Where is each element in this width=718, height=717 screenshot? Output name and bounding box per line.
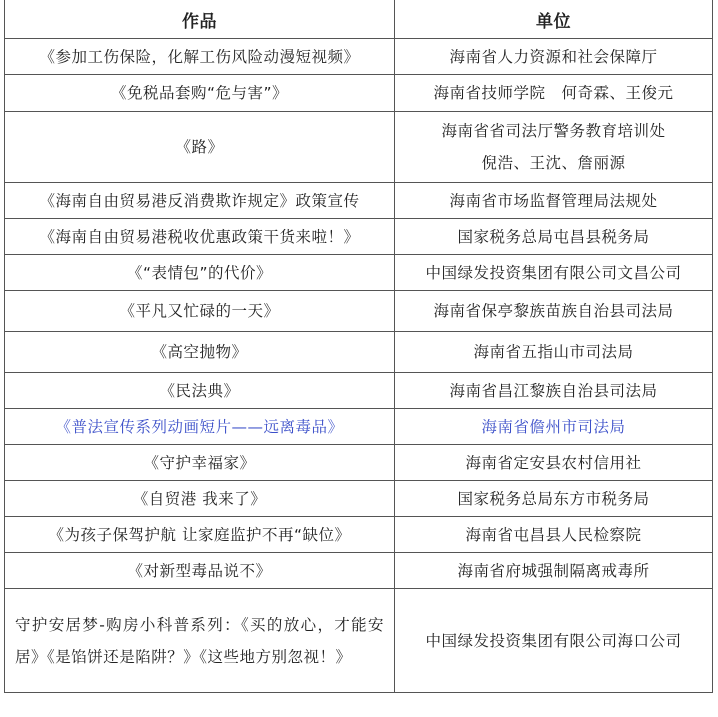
- work-unit: 海南省屯昌县人民检察院: [395, 517, 713, 553]
- work-unit-line: 倪浩、王沈、詹丽源: [481, 154, 626, 172]
- work-unit: 国家税务总局东方市税务局: [395, 481, 713, 517]
- table-header-row: [5, 0, 713, 39]
- work-unit: 海南省市场监督管理局法规处: [395, 183, 713, 219]
- table-row: [5, 75, 713, 112]
- work-title: 《平凡又忙碌的一天》: [5, 291, 395, 332]
- work-title: 《为孩子保驾护航 让家庭监护不再“缺位》: [5, 517, 395, 553]
- table-row: [5, 589, 713, 693]
- work-title: 《免税品套购“危与害”》: [5, 75, 395, 112]
- table-row: [5, 183, 713, 219]
- work-title: 《对新型毒品说不》: [5, 553, 395, 589]
- work-unit: 中国绿发投资集团有限公司文昌公司: [395, 255, 713, 291]
- work-unit: 海南省定安县农村信用社: [395, 445, 713, 481]
- table-row: [5, 291, 713, 332]
- work-title: 《高空抛物》: [5, 332, 395, 373]
- work-unit: [395, 112, 713, 183]
- work-unit: 海南省昌江黎族自治县司法局: [395, 373, 713, 409]
- header-unit: 单位: [395, 0, 713, 39]
- work-title: 《海南自由贸易港反消费欺诈规定》政策宣传: [5, 183, 395, 219]
- work-title: 《“表情包”的代价》: [5, 255, 395, 291]
- work-title: 《民法典》: [5, 373, 395, 409]
- work-unit: 海南省技师学院 何奇霖、王俊元: [395, 75, 713, 112]
- work-title: 《海南自由贸易港税收优惠政策干货来啦！》: [5, 219, 395, 255]
- work-unit: 海南省人力资源和社会保障厅: [395, 39, 713, 75]
- work-unit: 海南省儋州市司法局: [395, 409, 713, 445]
- table-row-highlighted: [5, 409, 713, 445]
- work-title: 守护安居梦-购房小科普系列：《买的放心，才能安居》《是馅饼还是陷阱？》《这些地方别忽视！》: [5, 589, 395, 693]
- table-row: [5, 219, 713, 255]
- table-row: [5, 445, 713, 481]
- work-unit-line: 海南省省司法厅警务教育培训处: [441, 122, 666, 140]
- table-row: [5, 553, 713, 589]
- work-title: 《路》: [5, 112, 395, 183]
- work-title: 《普法宣传系列动画短片——远离毒品》: [5, 409, 395, 445]
- work-title: 《守护幸福家》: [5, 445, 395, 481]
- table-row: [5, 332, 713, 373]
- table-row: [5, 517, 713, 553]
- work-unit: 海南省府城强制隔离戒毒所: [395, 553, 713, 589]
- work-unit: 海南省保亭黎族苗族自治县司法局: [395, 291, 713, 332]
- work-unit: 国家税务总局屯昌县税务局: [395, 219, 713, 255]
- works-table: [4, 0, 713, 693]
- table-row: [5, 39, 713, 75]
- work-title: 《参加工伤保险，化解工伤风险动漫短视频》: [5, 39, 395, 75]
- work-title: 《自贸港 我来了》: [5, 481, 395, 517]
- table-row: [5, 112, 713, 183]
- table-row: [5, 373, 713, 409]
- work-unit: 海南省五指山市司法局: [395, 332, 713, 373]
- table-row: [5, 481, 713, 517]
- work-unit: 中国绿发投资集团有限公司海口公司: [395, 589, 713, 693]
- header-work: 作品: [5, 0, 395, 39]
- table-row: [5, 255, 713, 291]
